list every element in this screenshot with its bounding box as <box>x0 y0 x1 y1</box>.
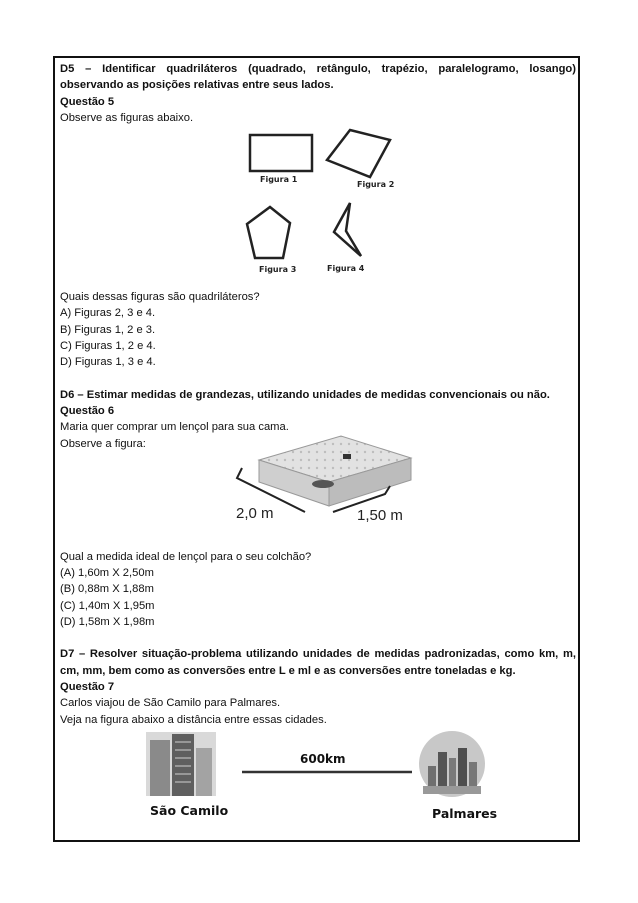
d7-descriptor: D7 – Resolver situação-problema utilizando unidades de medidas padronizadas, como km, m, cm, mm, bem como as conversões entre L e ml e as conversões entre toneladas e kg. <box>60 648 576 677</box>
question-6-prompt-1: Maria quer comprar um lençol para sua cama. <box>60 421 289 434</box>
question-5-title: Questão 5 <box>60 95 115 108</box>
palmares-city-icon <box>419 731 485 797</box>
figure-2-label: Figura 2 <box>357 180 395 189</box>
figure-3-pentagon <box>247 207 290 258</box>
question-6-option-d: (D) 1,58m X 1,98m <box>60 616 155 629</box>
distance-label: 600km <box>300 752 346 766</box>
question-5-option-d: D) Figuras 1, 3 e 4. <box>60 356 156 369</box>
question-6-title: Questão 6 <box>60 404 115 417</box>
sao-camilo-city-icon <box>146 732 216 796</box>
figure-1-rectangle <box>250 135 312 171</box>
question-7-title: Questão 7 <box>60 680 115 693</box>
question-5-option-c: C) Figuras 1, 2 e 4. <box>60 340 156 353</box>
question-7-prompt-1: Carlos viajou de São Camilo para Palmares. <box>60 697 281 710</box>
question-5-option-b: B) Figuras 1, 2 e 3. <box>60 323 156 336</box>
question-5-text: Quais dessas figuras são quadriláteros? <box>60 291 260 304</box>
mattress-tag <box>343 454 351 459</box>
question-6-prompt-2: Observe a figura: <box>60 437 146 450</box>
question-6-text: Qual a medida ideal de lençol para o seu colchão? <box>60 550 312 563</box>
figure-2-quadrilateral <box>327 130 390 177</box>
city-to-label: Palmares <box>432 806 498 821</box>
d6-descriptor: D6 – Estimar medidas de grandezas, utilizando unidades de medidas convencionais ou não. <box>60 388 550 401</box>
length-label: 2,0 m <box>236 505 274 522</box>
d5-descriptor: D5 – Identificar quadriláteros (quadrado, retângulo, trapézio, paralelogramo, losango) observando as posições relativas entre seus lados. <box>60 63 576 92</box>
question-7-prompt-2: Veja na figura abaixo a distância entre essas cidades. <box>60 713 327 726</box>
question-6-option-a: (A) 1,60m X 2,50m <box>60 567 154 580</box>
width-label: 1,50 m <box>357 507 403 524</box>
city-from-label: São Camilo <box>150 803 229 818</box>
question-5-prompt: Observe as figuras abaixo. <box>60 111 194 124</box>
mattress-label-badge <box>312 480 334 488</box>
question-6-option-b: (B) 0,88m X 1,88m <box>60 583 154 596</box>
figure-3-label: Figura 3 <box>259 265 297 274</box>
figure-1-label: Figura 1 <box>260 175 298 184</box>
quadrilateral-figures <box>230 125 410 280</box>
question-6-option-c: (C) 1,40m X 1,95m <box>60 599 155 612</box>
figure-4-concave-quadrilateral <box>334 203 361 256</box>
question-5-option-a: A) Figuras 2, 3 e 4. <box>60 307 156 320</box>
figure-4-label: Figura 4 <box>327 264 365 273</box>
